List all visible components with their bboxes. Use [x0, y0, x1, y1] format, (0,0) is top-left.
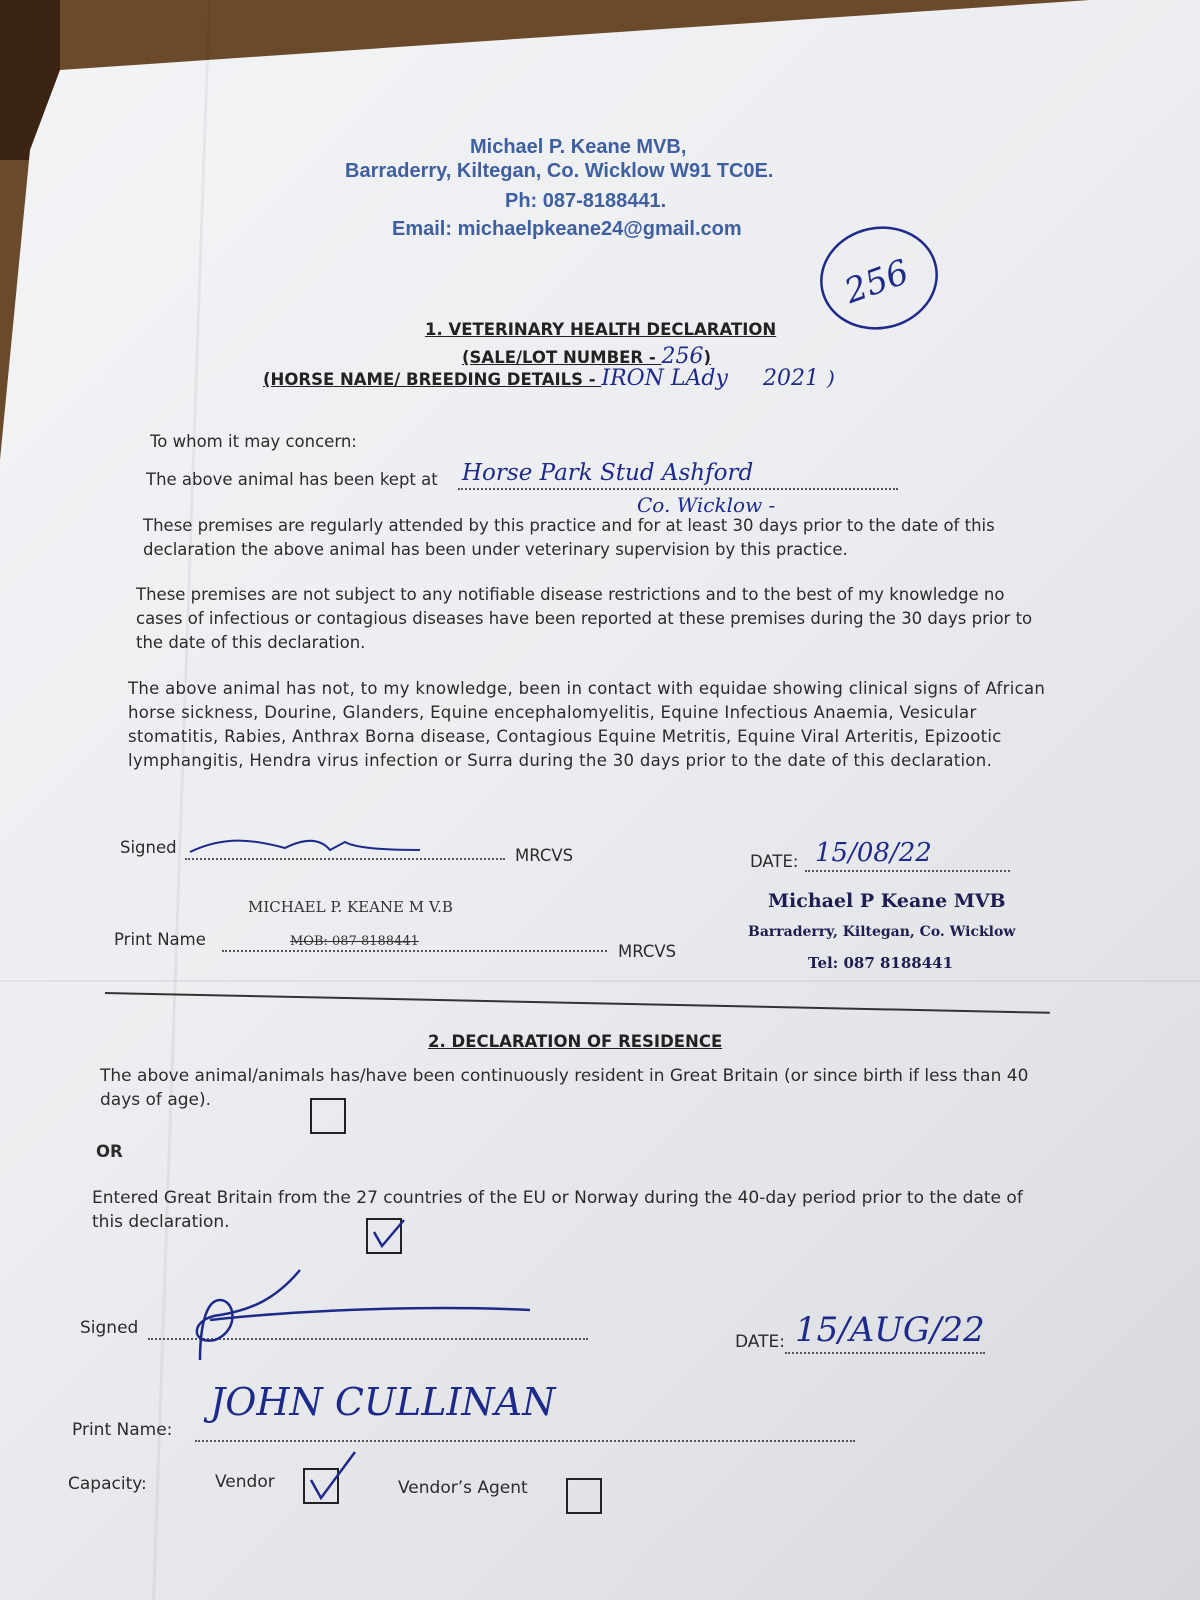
vendors-agent-label: Vendor’s Agent — [398, 1478, 528, 1498]
horse-year-value: 2021 — [763, 366, 820, 391]
letterhead-email: Email: michaelpkeane24@gmail.com — [392, 218, 742, 240]
letterhead-name: Michael P. Keane MVB, — [470, 136, 687, 158]
vet-print-name-label: Print Name — [114, 930, 206, 949]
vet-date-value: 15/08/22 — [815, 838, 932, 868]
vet-date-label: DATE: — [750, 852, 799, 871]
or-label: OR — [96, 1142, 123, 1161]
vendor-signed-label: Signed — [80, 1318, 139, 1338]
capacity-label: Capacity: — [68, 1474, 147, 1494]
letterhead-address: Barraderry, Kiltegan, Co. Wicklow W91 TC0E. — [345, 160, 774, 182]
practice-stamp-name: Michael P Keane MVB — [768, 890, 1006, 912]
vet-signature — [185, 830, 425, 860]
paragraph-disease-contact: The above animal has not, to my knowledge, been in contact with equidae showing clinical signs of African horse sickness, Dourine, Glanders, Equine encephalomyelitis, Equine Infectious Anaemia, Vesicular stomatitis, Rabies, Anthrax Borna disease, Contagious Equine Metritis, Equine Viral Arteritis, Epizootic lymphangitis, Hendra virus infection or Surra during the 30 days prior to the date of this declaration. — [128, 679, 1046, 770]
svg-text:256: 256 — [839, 252, 915, 312]
salutation: To whom it may concern: — [150, 432, 357, 451]
kept-at-value-line1: Horse Park Stud Ashford — [462, 460, 754, 486]
vendor-date-line — [785, 1352, 985, 1354]
horse-name-label: (HORSE NAME/ BREEDING DETAILS - — [263, 370, 602, 389]
kept-at-value-line2: Co. Wicklow - — [637, 493, 776, 517]
vendor-check-mark — [305, 1448, 360, 1504]
practice-stamp-tel: Tel: 087 8188441 — [808, 954, 954, 972]
residence-option-gb-text: The above animal/animals has/have been continuously resident in Great Britain (or since birth if less than 40 days of age). — [100, 1066, 1029, 1110]
vendor-print-name-line — [195, 1440, 855, 1442]
vendor-date-label: DATE: — [735, 1332, 785, 1352]
vendor-date-value: 15/AUG/22 — [795, 1310, 985, 1350]
horse-name-value: IRON LAdy — [601, 366, 728, 391]
vet-signed-label: Signed — [120, 838, 177, 857]
paragraph-restrictions: These premises are not subject to any notifiable disease restrictions and to the best of my knowledge no cases of infectious or contagious diseases have been reported at these premises during the 30 days prior to the date of this declaration. — [136, 585, 1033, 652]
section2-title: 2. DECLARATION OF RESIDENCE — [428, 1032, 723, 1051]
vet-mobile-stamp: MOB: 087 8188441 — [290, 934, 419, 949]
letterhead-phone: Ph: 087-8188441. — [505, 190, 667, 212]
vet-mrcvs-label: MRCVS — [515, 846, 574, 865]
vet-name-stamp: MICHAEL P. KEANE M V.B — [248, 898, 453, 916]
sale-lot-close: ) — [703, 348, 712, 367]
horse-name-line — [263, 366, 835, 391]
kept-at-line — [458, 488, 898, 490]
vendor-signature — [180, 1260, 540, 1370]
kept-at-label: The above animal has been kept at — [146, 470, 438, 489]
residence-option-eu-text: Entered Great Britain from the 27 countries of the EU or Norway during the 40-day period prior to the date of this declaration. — [92, 1188, 1023, 1232]
vendor-print-name-label: Print Name: — [72, 1420, 173, 1440]
vet-print-mrcvs-label: MRCVS — [618, 942, 677, 961]
practice-stamp-address: Barraderry, Kiltegan, Co. Wicklow — [748, 924, 1016, 940]
sale-lot-label: (SALE/LOT NUMBER - — [462, 348, 662, 367]
vet-print-name-line — [222, 950, 607, 952]
residence-eu-check-mark — [368, 1218, 408, 1254]
vendors-agent-checkbox[interactable] — [566, 1478, 602, 1514]
vet-date-line — [805, 870, 1010, 872]
circled-lot-number — [815, 220, 950, 335]
residence-gb-checkbox[interactable] — [310, 1098, 346, 1134]
section1-title: 1. VETERINARY HEALTH DECLARATION — [425, 320, 777, 339]
vendor-label: Vendor — [215, 1472, 275, 1492]
paragraph-supervision: These premises are regularly attended by this practice and for at least 30 days prior to the date of this declaration the above animal has been under veterinary supervision by this practice. — [143, 516, 995, 559]
vendor-print-name-value: JOHN CULLINAN — [210, 1380, 556, 1424]
sale-lot-value: 256 — [661, 344, 704, 369]
horse-name-close: ) — [827, 366, 835, 390]
paper-crease — [0, 980, 1200, 982]
